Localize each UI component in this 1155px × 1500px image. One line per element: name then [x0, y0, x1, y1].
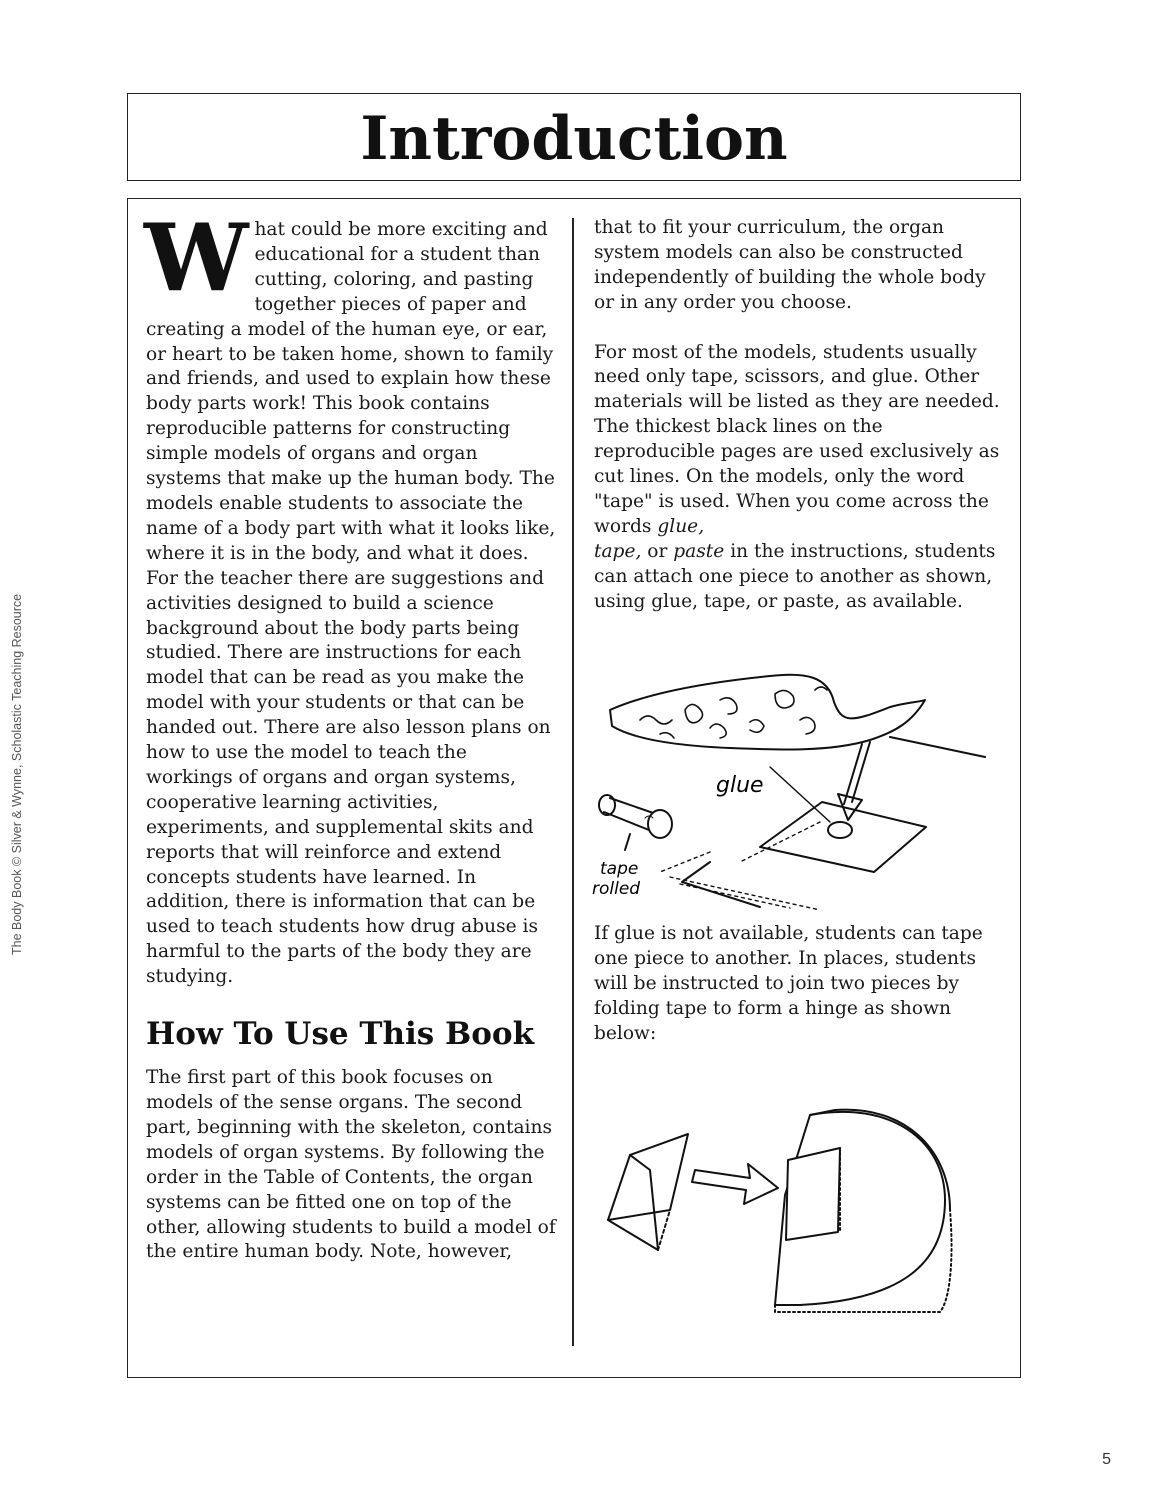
folded-tape-piece [608, 1134, 688, 1250]
paragraph-3: If glue is not available, students can tape one piece to another. In places, students will be instructed to join two pieces by folding tape to form a hinge as shown below: [594, 923, 983, 1045]
title-box [127, 93, 1021, 181]
paragraph-2-or: or [641, 540, 674, 562]
left-column [144, 203, 556, 1265]
label-glue: glue [716, 773, 764, 798]
side-credit: The Body Book © Silver & Wynne, Scholastic Teaching Resource [10, 593, 24, 955]
column-divider [572, 218, 574, 1346]
down-arrow [838, 742, 870, 820]
page-number: 5 [1102, 1451, 1111, 1468]
right-arrow [692, 1164, 778, 1204]
paragraph-2-text-b: in the instructions, students can attach one piece to another as shown, using glue, tape, or paste, as available. [594, 540, 996, 612]
word-paste: paste [673, 540, 725, 562]
textured-paper-piece [610, 675, 925, 750]
glue-illustration [590, 662, 990, 922]
intro-text: hat could be more exciting and educational for a student than cutting, coloring, and pasting together pieces of paper and creating a model of the human eye, or ear, or heart to be taken home, shown to family and friends, and used to explain how these body parts work! This book contains reproducible patterns for constructing simple models of organs and organ systems that make up the human body. The models enable students to associate the name of a body part with what it looks like, where it is in the body, and what it does. For the teacher there are suggestions and activities designed to build a science background about the body parts being studied. There are instructions for each model that can be read as you make the model with your students or that can be handed out. There are also lesson plans on how to use the model to teach the workings of organs and organ systems, cooperative learning activities, experiments, and supplemental skits and reports that will reinforce and extend concepts students have learned. In addition, there is information that can be used to teach students how drug abuse is harmful to the parts of the body they are studying. [146, 219, 556, 988]
section-paragraph: The first part of this book focuses on models of the sense organs. The second part, beginning with the skeleton, contains models of organ systems. By following the order in the Table of Contents, the organ systems can be fitted one on top of the other, allowing students to build a model of the entire human body. Note, however, [146, 1067, 556, 1263]
paragraph-2 [594, 341, 1004, 615]
label-rolled: rolled [592, 879, 641, 899]
label-tape: tape [600, 859, 639, 879]
intro-paragraph [144, 203, 556, 990]
rolled-tape [599, 795, 672, 838]
paragraph-1: that to fit your curriculum, the organ system models can also be constructed independently of building the whole body or in any order you choose. [594, 217, 986, 313]
word-glue: glue, [657, 515, 705, 537]
hinged-paper-pieces [775, 1110, 952, 1312]
hinge-illustration [600, 1100, 960, 1315]
paragraph-2-text-a: For most of the models, students usually need only tape, scissors, and glue. Other materials will be listed as they are needed. The thickest black lines on the reproducible pages are used exclusively as cut lines. On the models, only the word "tape" is used. When you come across the words [594, 341, 1000, 537]
drop-cap: W [144, 203, 249, 312]
right-column [594, 216, 1004, 1047]
section-heading: How To Use This Book [146, 1016, 535, 1053]
word-tape: tape, [594, 540, 642, 562]
glue-dab [828, 822, 852, 838]
page-title: Introduction [360, 104, 788, 174]
